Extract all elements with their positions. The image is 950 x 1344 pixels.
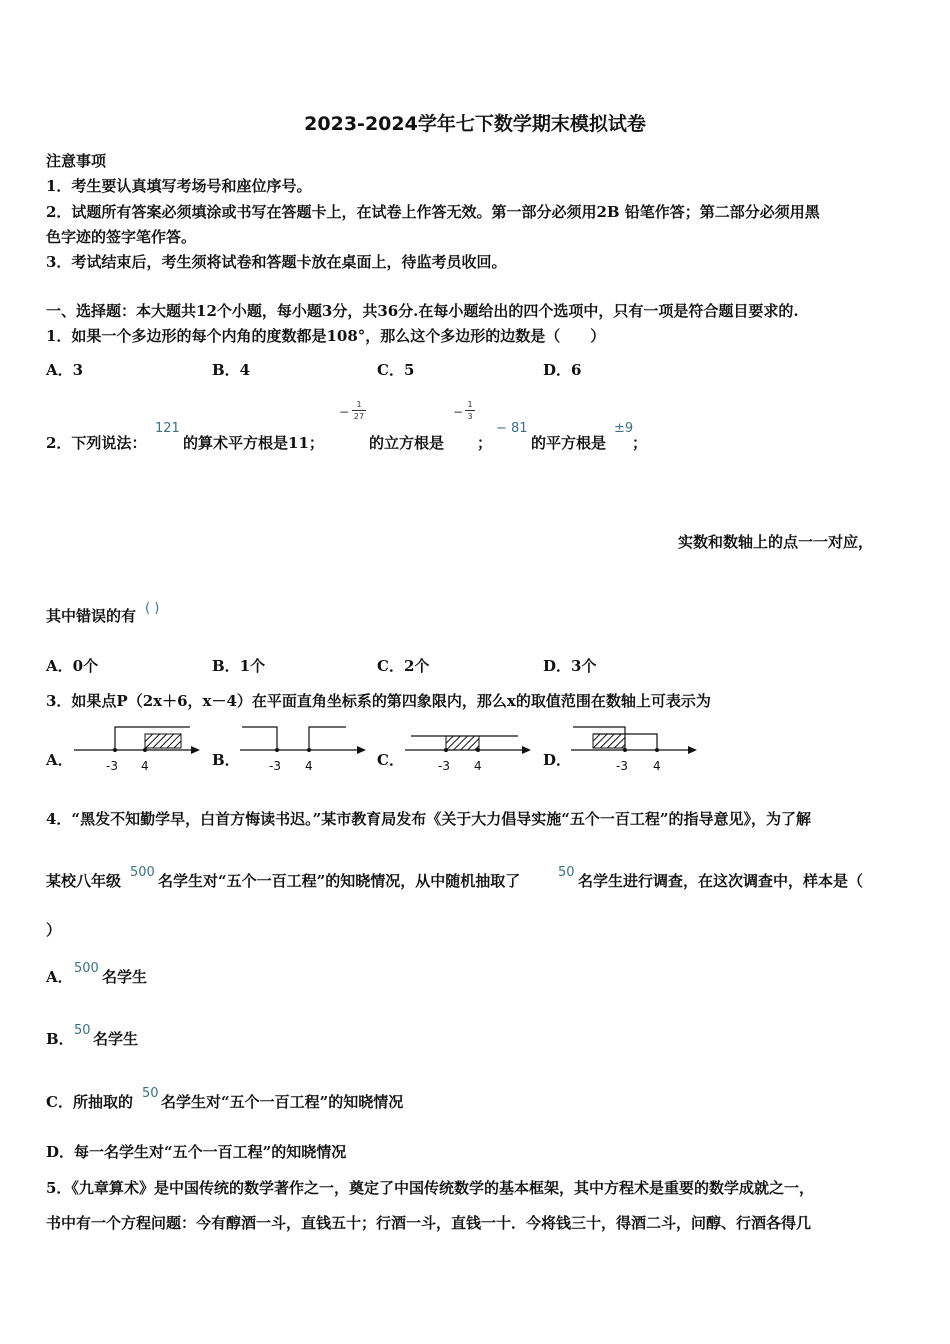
page-title: 2023-2024学年七下数学期末模拟试卷: [304, 113, 646, 135]
tick-label: 4: [653, 759, 661, 773]
fraction-denominator: 27: [353, 412, 365, 421]
fraction-bar: [352, 410, 366, 411]
q1-option-a[interactable]: A．3: [46, 361, 84, 379]
tick-label: -3: [269, 759, 281, 773]
notice-item-2-cont: 色字迹的签字笔作答。: [46, 228, 197, 246]
fraction-denominator: 3: [467, 412, 473, 421]
q1-stem: 1．如果一个多边形的每个内角的度数都是108°，那么这个多边形的边数是（ ）: [46, 327, 606, 345]
q4-option-c-math: 50: [142, 1086, 159, 1101]
q2-math-pm9: ±9: [614, 421, 634, 436]
q4-option-c-text: 名学生对“五个一百工程”的知晓情况: [161, 1093, 404, 1111]
q3-option-d-label[interactable]: D．: [543, 751, 572, 769]
q2-line-3: 其中错误的有: [46, 607, 137, 625]
notice-item-3: 3．考试结束后，考生须将试卷和答题卡放在桌面上，待监考员收回。: [46, 253, 507, 271]
q2-fraction-1-27: [352, 400, 366, 421]
q2-option-b[interactable]: B．1个: [212, 657, 266, 675]
q5-line-1: 5．《九章算术》是中国传统的数学著作之一，奠定了中国传统数学的基本框架，其中方程术是重要的数学成就之一，: [46, 1179, 814, 1197]
q2-math-neg81: − 81: [496, 421, 528, 436]
tick-label: -3: [106, 759, 118, 773]
q2-text-2: 的立方根是: [369, 434, 445, 452]
q2-prefix: 2．下列说法：: [46, 434, 147, 452]
q4-option-c-label[interactable]: C．所抽取的: [46, 1093, 133, 1111]
q2-fraction-1-3: [465, 400, 475, 421]
notice-item-1: 1．考生要认真填写考场号和座位序号。: [46, 177, 312, 195]
q3-option-b-label[interactable]: B．: [212, 751, 240, 769]
q4-option-b-text: 名学生: [93, 1030, 139, 1048]
q4-line-2c: 名学生进行调查，在这次调查中，样本是（: [578, 872, 864, 890]
q2-option-d[interactable]: D．3个: [543, 657, 597, 675]
tick-label: -3: [438, 759, 450, 773]
q4-option-b-math: 50: [74, 1023, 91, 1038]
q4-line-2a: 某校八年级: [46, 872, 122, 890]
section-heading: 一、选择题：本大题共12个小题，每小题3分，共36分.在每小题给出的四个选项中，只有一项是符合题目要求的.: [46, 302, 799, 320]
fraction-bar: [465, 410, 475, 411]
q4-option-d[interactable]: D．每一名学生对“五个一百工程”的知晓情况: [46, 1143, 347, 1161]
q4-option-a-label[interactable]: A．: [46, 968, 73, 986]
q2-minus-sign-2: −: [453, 405, 464, 419]
q2-semicolon-2: ；: [632, 434, 648, 452]
q3-option-d-numberline[interactable]: [569, 722, 699, 774]
q3-option-c-numberline[interactable]: [403, 722, 533, 774]
q4-math-500: 500: [130, 865, 155, 880]
q2-line-2: 实数和数轴上的点一一对应，: [678, 533, 874, 551]
q2-text-3: 的平方根是: [531, 434, 607, 452]
q4-math-50: 50: [558, 865, 575, 880]
q2-answer-paren: ( ): [145, 601, 160, 616]
q2-minus-sign: −: [339, 405, 350, 419]
tick-label: 4: [305, 759, 313, 773]
q2-option-a[interactable]: A．0个: [46, 657, 99, 675]
q3-stem: 3．如果点P（2x＋6，x－4）在平面直角坐标系的第四象限内，那么x的取值范围在数轴上可表示为: [46, 692, 711, 710]
q4-line-1: 4．“黑发不知勤学早，白首方悔读书迟。”某市教育局发布《关于大力倡导实施“五个一百工程”的指导意见》，为了解: [46, 810, 811, 828]
tick-label: 4: [474, 759, 482, 773]
q2-semicolon: ；: [477, 434, 493, 452]
q4-line-3: ）: [46, 921, 62, 939]
tick-label: 4: [141, 759, 149, 773]
notice-item-2: 2．试题所有答案必须填涂或书写在答题卡上，在试卷上作答无效。第一部分必须用2B 铅笔作答；第二部分必须用黑: [46, 203, 820, 221]
q1-option-c[interactable]: C．5: [377, 361, 415, 379]
q3-option-b-numberline[interactable]: [238, 722, 368, 774]
q2-text-1: 的算术平方根是11；: [183, 434, 324, 452]
notice-heading: 注意事项: [46, 152, 107, 170]
q4-option-b-label[interactable]: B．: [46, 1030, 74, 1048]
q2-math-121: 121: [155, 421, 180, 436]
q1-option-d[interactable]: D．6: [543, 361, 582, 379]
fraction-numerator: 1: [356, 400, 362, 409]
q2-option-c[interactable]: C．2个: [377, 657, 430, 675]
q5-line-2: 书中有一个方程问题：今有醇酒一斗，直钱五十；行酒一斗，直钱一十．今将钱三十，得酒二斗，问醇、行酒各得几: [46, 1214, 812, 1232]
q3-option-c-label[interactable]: C．: [377, 751, 404, 769]
q3-option-a-label[interactable]: A．: [46, 751, 73, 769]
q3-option-a-numberline[interactable]: [72, 722, 202, 774]
q4-option-a-text: 名学生: [102, 968, 148, 986]
tick-label: -3: [616, 759, 628, 773]
q4-line-2b: 名学生对“五个一百工程”的知晓情况，从中随机抽取了: [158, 872, 521, 890]
q4-option-a-math: 500: [74, 961, 99, 976]
q1-option-b[interactable]: B．4: [212, 361, 251, 379]
fraction-numerator: 1: [467, 400, 473, 409]
